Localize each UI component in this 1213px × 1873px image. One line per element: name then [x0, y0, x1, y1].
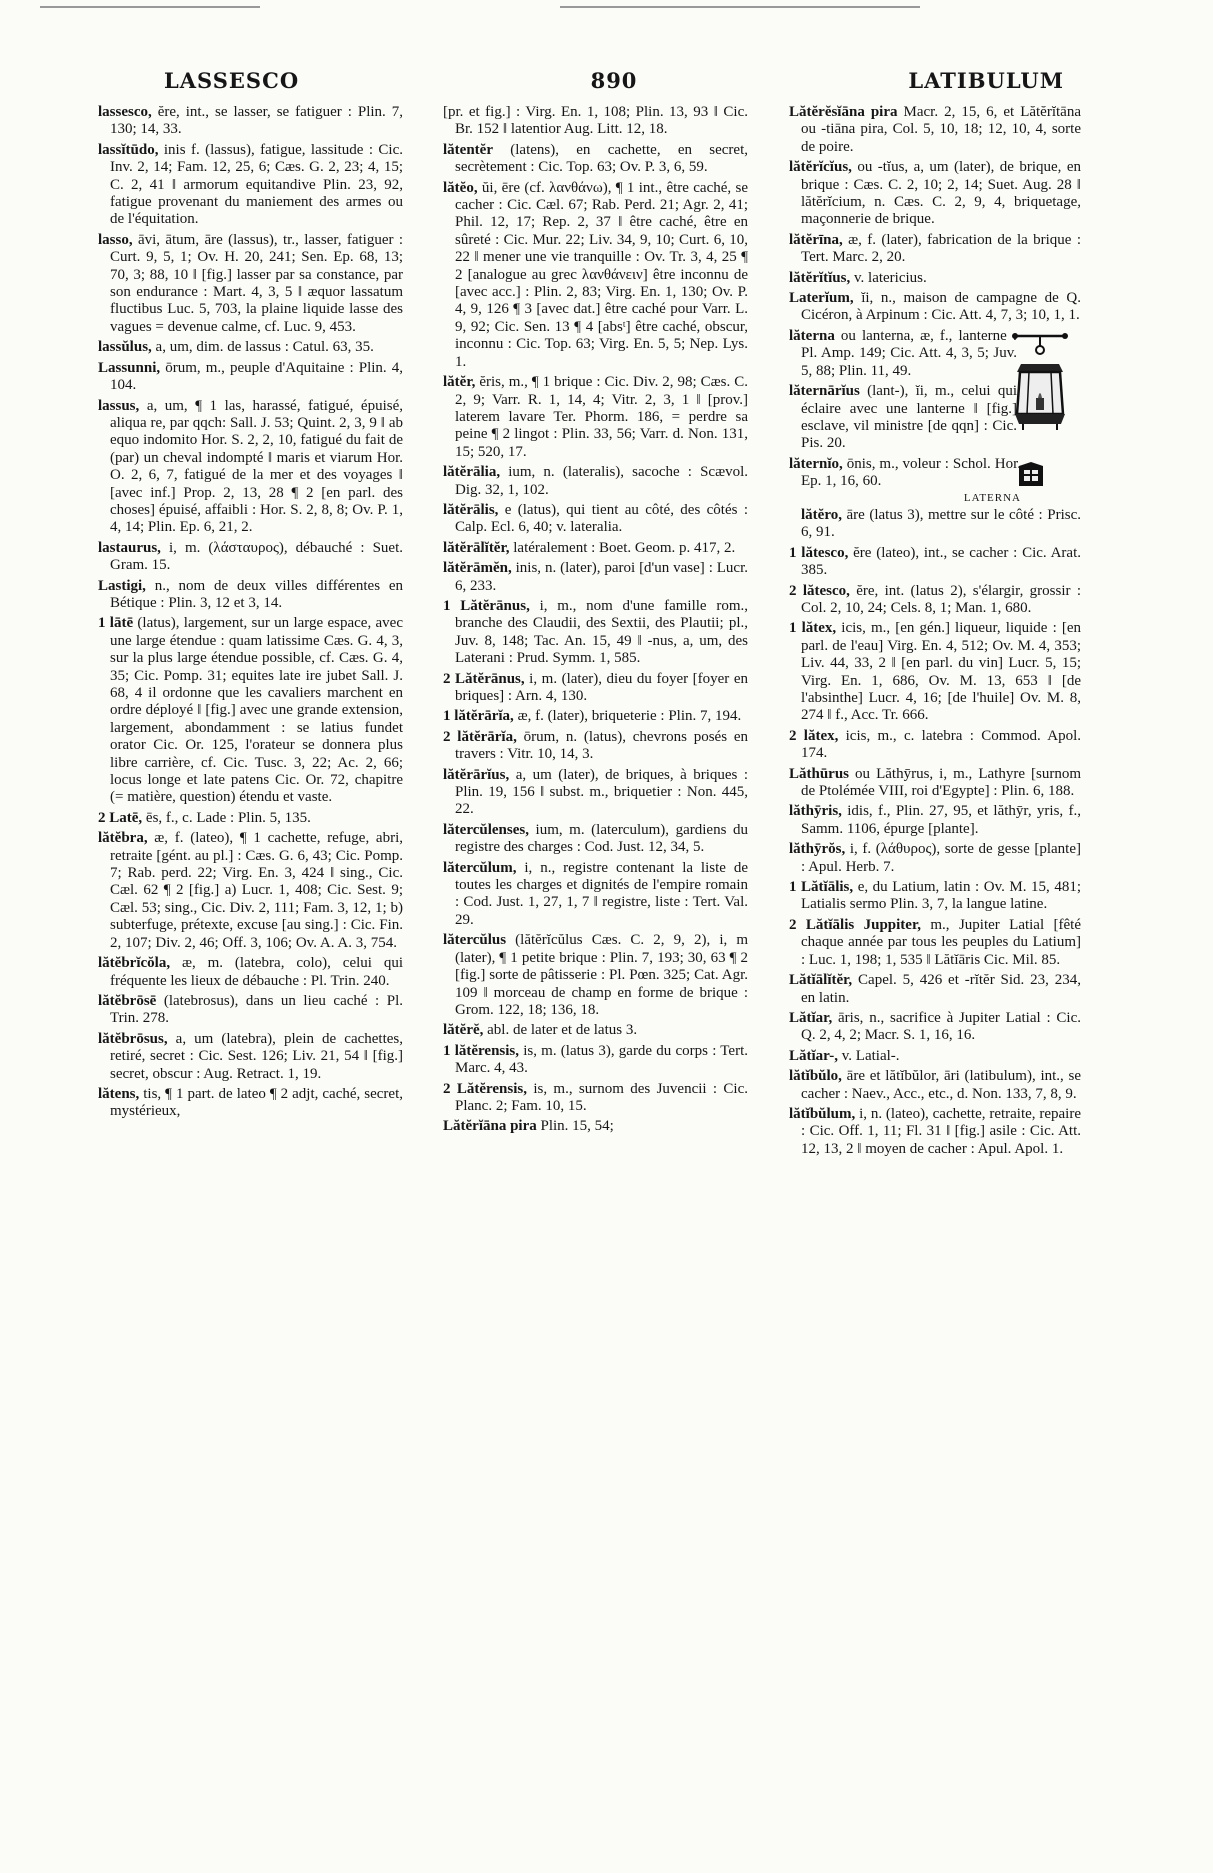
entry-headword: lăthȳrŏs,	[789, 841, 846, 858]
entry-definition: idis, f., Plin. 27, 95, et lăthȳr, yris, f., Samm. 1106, épurge [plante].	[801, 803, 1081, 837]
dictionary-entry	[443, 1022, 748, 1039]
dictionary-entry	[443, 374, 748, 461]
dictionary-entry	[98, 398, 403, 537]
entry-definition: āvi, ātum, āre (lassus), tr., lasser, fatiguer : Curt. 9, 5, 1; Ov. H. 20, 241; Sen. Ep. 68, 13; 70, 3; 88, 10 ‖ [fig.] lasser par sa constance, par son endurance : Mart. 4, 3, 5 ‖ æquor lassatum fluctibus Luc. 5, 703, la plaine liquide lasse des vagues = devenue calme, cf. Luc. 9, 453.	[110, 231, 403, 335]
entry-headword: lastaurus,	[98, 539, 161, 556]
header-left-guideword: LASSESCO	[164, 68, 300, 93]
entry-headword: 1 lătesco,	[789, 544, 849, 561]
entry-headword: lăthȳris,	[789, 803, 842, 820]
dictionary-entry	[443, 1118, 748, 1135]
entry-definition: ou -tĭus, a, um (later), de brique, en brique : Cæs. C. 2, 10; 2, 14; Suet. Aug. 28 ‖ lătĕrĭcium, n. Cæs. C. 2, 9, 4, briquetage, maçonnerie de brique.	[801, 159, 1081, 228]
dictionary-entry	[98, 232, 403, 336]
column-1	[98, 104, 403, 1864]
entry-definition: ĕris, m., ¶ 1 brique : Cic. Div. 2, 98; Cæs. C. 2, 9; Varr. R. 1, 14, 4; Vitr. 2, 3, 1 ‖ [prov.] laterem lavare Ter. Phorm. 186, = perdre sa peine ¶ 2 lingot : Plin. 33, 56; Varr. d. Non. 131, 15; 520, 17.	[455, 374, 748, 460]
dictionary-entry	[443, 822, 748, 857]
dictionary-entry	[98, 578, 403, 613]
dictionary-entry	[98, 830, 403, 952]
entry-definition: (lătĕrĭcŭlus Cæs. C. 2, 9, 2), i, m (later), ¶ 1 petite brique : Plin. 7, 193; 30, 63 ¶ 2 [fig.] sorte de pâtisserie : Pl. Pœn. 325; Cat. Agr. 109 ‖ morceau de champ en forme de brique : Grom. 122, 18; 136, 18.	[455, 932, 748, 1018]
entry-headword: Lătĭālĭtĕr,	[789, 972, 853, 989]
entry-definition: æ, m. (latebra, colo), celui qui fréquente les lieux de débauche : Pl. Trin. 240.	[110, 955, 403, 989]
entry-definition: icis, m., [en gén.] liqueur, liquide : [en parl. de l'eau] Virg. En. 4, 512; Ov. M. 4, 353; Liv. 44, 33, 2 ‖ [en parl. du vin] Lucr. 5, 15; Virg. En. 1, 686, Ov. M. 13, 653 ‖ [de l'absinthe] Lucr. 4, 16; [de l'huile] Ov. M. 8, 274 ‖ f., Acc. Tr. 666.	[801, 620, 1081, 724]
dictionary-entry	[789, 270, 1081, 287]
entry-definition: i, m., nom d'une famille rom., branche des Claudii, des Sextii, des Plautii; pl., Juv. 8, 148; Tac. An. 15, 49 ‖ -nus, a, um, des Laterani : Prud. Symm. 1, 585.	[455, 597, 748, 667]
entry-definition: a, um, dim. de lassus : Catul. 63, 35.	[151, 339, 374, 356]
entry-definition: tis, ¶ 1 part. de lateo ¶ 2 adjt, caché, secret, mystérieux,	[110, 1085, 403, 1120]
entry-definition: abl. de later et de latus 3.	[483, 1022, 638, 1039]
entry-headword: 2 Lătĭālis Juppiter,	[789, 916, 921, 933]
entry-headword: Lătĭar-,	[789, 1047, 839, 1064]
column-3	[789, 104, 1081, 1864]
dictionary-entry	[443, 708, 748, 725]
entry-headword: Lătĕrĭāna pira	[443, 1118, 537, 1135]
entry-definition: (latebrosus), dans un lieu caché : Pl. Trin. 278.	[110, 992, 403, 1027]
entry-definition: v. latericius.	[850, 269, 927, 286]
entry-headword: lăterna	[789, 327, 835, 344]
figure-caption: LATERNA	[963, 491, 1021, 504]
entry-headword: lătĕrālĭtĕr,	[443, 539, 510, 556]
entry-headword: lătĕrālia,	[443, 464, 501, 481]
entry-definition: āre (latus 3), mettre sur le côté : Prisc. 6, 91.	[801, 506, 1081, 541]
entry-definition: ŭi, ēre (cf. λανθάνω), ¶ 1 int., être caché, se cacher : Cic. Cæl. 67; Rab. Perd. 21; Agr. 2, 41; Phil. 12, 17; Rep. 2, 37 ‖ être caché, être en sûreté : Cic. Mur. 22; Liv. 34, 9, 10; Curt. 6, 10, 22 ‖ mener une vie tranquille : Ov. Tr. 3, 4, 25 ¶ 2 [analogue au grec λανθάνειν] être inconnu de [avec acc.] : Plin. 2, 83; Virg. En. 1, 130; Ov. P. 4, 9, 126 ¶ 3 [avec dat.] être caché pour Varr. L. 9, 92; Cic. Sen. 13 ¶ 4 [absᵗ] être caché, obscur, inconnu : Cic. Top. 63; Virg. En. 5, 5; Nep. Lys. 1.	[455, 179, 748, 370]
entry-headword: lătens,	[98, 1085, 140, 1102]
dictionary-entry	[789, 917, 1081, 969]
entry-headword: lăternārĭus	[789, 383, 860, 400]
entry-headword: lătĕro,	[801, 506, 842, 523]
entry-headword: 2 lătĕrārĭa,	[443, 728, 517, 745]
entry-headword: 2 lătesco,	[789, 582, 850, 599]
dictionary-entry	[443, 1043, 748, 1078]
dictionary-entry	[443, 932, 748, 1019]
header-right-guideword: LATIBULUM	[908, 68, 1064, 93]
entry-headword: 1 lătĕrensis,	[443, 1042, 520, 1059]
entry-headword: lătĕo,	[443, 179, 478, 196]
dictionary-entry	[789, 766, 1081, 801]
entry-headword: Laterĭum,	[789, 290, 854, 307]
entry-headword: lătĭbŭlo,	[789, 1068, 842, 1085]
dictionary-entry	[443, 142, 748, 177]
entry-definition: ōrum, m., peuple d'Aquitaine : Plin. 4, 104.	[110, 359, 403, 394]
entry-definition: e (latus), qui tient au côté, des côtés : Calp. Ecl. 6, 40; v. lateralia.	[455, 501, 748, 536]
entry-definition: a, um (later), de briques, à briques : Plin. 19, 156 ‖ subst. m., briquetier : Non. 445, 22.	[455, 766, 748, 818]
entry-headword: lassus,	[98, 397, 140, 414]
dictionary-entry	[98, 955, 403, 990]
dictionary-entry	[789, 583, 1081, 618]
entry-definition: m., Jupiter Latial [fêté chaque année par tous les peuples du Latium] : Luc. 1, 198; 1, 535 ‖ Lătĭāris Cic. Mil. 85.	[801, 916, 1081, 968]
entry-headword: lătĭbŭlum,	[789, 1105, 856, 1122]
entry-headword: lăternĭo,	[789, 455, 843, 472]
column-2	[443, 104, 748, 1864]
entry-headword: lătercŭlus	[443, 932, 507, 949]
entry-headword: lătĕbrōsē	[98, 992, 157, 1009]
entry-definition: i, m. (later), dieu du foyer [foyer en briques] : Arn. 4, 130.	[455, 670, 748, 704]
entry-definition: v. Latial-.	[838, 1047, 900, 1064]
entry-definition: ĕre, int., se lasser, se fatiguer : Plin. 7, 130; 14, 33.	[110, 104, 403, 138]
entry-headword: lassĭtūdo,	[98, 141, 159, 158]
entry-definition: inis, n. (later), paroi [d'un vase] : Lucr. 6, 233.	[455, 560, 748, 594]
dictionary-entry	[789, 803, 1081, 838]
dictionary-entry	[98, 360, 403, 395]
entry-definition: is, m., surnom des Juvencii : Cic. Planc. 2; Fam. 10, 15.	[455, 1080, 748, 1114]
entry-headword: lasso,	[98, 231, 133, 248]
entry-definition: ĕre (lateo), int., se cacher : Cic. Arat. 385.	[801, 544, 1081, 579]
entry-definition: æ, f. (later), briqueterie : Plin. 7, 194.	[513, 708, 742, 725]
dictionary-entry	[98, 1031, 403, 1083]
dictionary-entry	[443, 598, 748, 668]
entry-headword: lătĕbrĭcŏla,	[98, 955, 171, 972]
entry-definition: ōrum, n. (latus), chevrons posés en travers : Vitr. 10, 14, 3.	[455, 728, 748, 763]
dictionary-entry	[443, 1081, 748, 1116]
entry-headword: lătĕr,	[443, 374, 476, 391]
entry-headword: lătentĕr	[443, 141, 493, 158]
dictionary-entry	[789, 159, 1081, 229]
entry-definition: ĭi, n., maison de campagne de Q. Cicéron, à Arpinum : Cic. Att. 4, 7, 3; 10, 1, 1.	[801, 290, 1081, 324]
entry-headword: 1 lătex,	[789, 620, 837, 637]
entry-headword: lătĕrīna,	[789, 231, 843, 248]
entry-headword: lătĕrālis,	[443, 501, 499, 518]
entry-definition: ēs, f., c. Lade : Plin. 5, 135.	[142, 809, 311, 826]
dictionary-entry	[789, 328, 1081, 380]
entry-headword: 1 lătĕrārĭa,	[443, 708, 514, 725]
dictionary-entry	[443, 502, 748, 537]
entry-definition: (lant-), ĭi, m., celui qui éclaire avec une lanterne ‖ [fig.] esclave, vil ministre [de qqn] : Cic. Pis. 20.	[801, 383, 1017, 452]
dictionary-entry	[789, 456, 1081, 491]
entry-definition: i, n. (lateo), cachette, retraite, repaire : Cic. Off. 1, 11; Fl. 31 ‖ [fig.] asile : Cic. Att. 12, 13, 2 ‖ moyen de cacher : Apul. Apol. 1.	[801, 1105, 1081, 1157]
entry-definition: āre et lătĭbŭlor, āri (latibulum), int., se cacher : Naev., Acc., etc., d. Non. 133, 7, 8, 9.	[801, 1068, 1081, 1102]
dictionary-entry	[789, 841, 1081, 876]
dictionary-entry	[789, 972, 1081, 1007]
entry-definition: ĕre, int. (latus 2), s'élargir, grossir : Col. 2, 10, 24; Cels. 8, 1; Man. 1, 680.	[801, 582, 1081, 616]
dictionary-entry	[98, 615, 403, 806]
entry-definition: [pr. et fig.] : Virg. En. 1, 108; Plin. 13, 93 ‖ Cic. Br. 152 ‖ latentior Aug. Litt. 12, 18.	[443, 104, 748, 138]
entry-definition: Capel. 5, 426 et -rĭtĕr Sid. 23, 234, en latin.	[801, 972, 1081, 1006]
entry-definition: ōnis, m., voleur : Schol. Hor. Ep. 1, 16, 60.	[801, 455, 1021, 490]
dictionary-entry	[98, 540, 403, 575]
page-number: 890	[590, 68, 638, 93]
entry-headword: Lătĭar,	[789, 1009, 833, 1026]
entry-headword: Lăthūrus	[789, 765, 850, 782]
dictionary-entry	[98, 810, 403, 827]
entry-headword: 1 Lătĕrānus,	[443, 597, 530, 614]
entry-definition: a, um, ¶ 1 las, harassé, fatigué, épuisé, aliqua re, par qqch: Sall. J. 53; Quint. 2, 3, 9 ‖ ab equo indomito Hor. S. 2, 2, 10, fatigué du fait de (par) un cheval indompté ‖ maris et viarum Hor. O. 2, 6, 7, fatigué de la mer et des voyages ‖ [avec inf.] Prop. 2, 13, 28 ¶ 2 [en parl. des choses] épuisé, affaibli : Hor. S. 2, 8, 8; Ov. P. 1, 4, 14; Plin. Ep. 6, 21, 2.	[110, 397, 403, 536]
entry-headword: lassŭlus,	[98, 339, 152, 356]
entry-headword: lătercŭlenses,	[443, 821, 529, 838]
entry-definition: is, m. (latus 3), garde du corps : Tert. Marc. 4, 43.	[455, 1042, 748, 1077]
entry-definition: n., nom de deux villes différentes en Bétique : Plin. 3, 12 et 3, 14.	[110, 577, 403, 611]
entry-definition: (latus), largement, sur un large espace, avec une large étendue : quam latissime Cæs. G. 4, 3, sur la plus large étendue possible, cf. Cæs. G. 4, 35; Cic. Pomp. 31; equites late ire jubet Sall. J. 68, 4 il ordonne que les cavaliers marchent en ordre déployé ‖ [fig.] avec une grande extension, largement, abondamment : se latius fundet orator Cic. Or. 125, l'orateur se donnera plus libre carrière, cf. Cic. Tusc. 3, 22; Ac. 2, 66; locus longe et late patens Cic. Or. 72, chapitre (= matière, question) étendu et vaste.	[110, 615, 403, 806]
entry-definition: ou lanterna, æ, f., lanterne : Pl. Amp. 149; Cic. Att. 4, 3, 5; Juv. 5, 88; Plin. 11, 49.	[801, 327, 1017, 379]
entry-headword: lătĕbrōsus,	[98, 1030, 168, 1047]
dictionary-entry	[98, 993, 403, 1028]
entry-definition: icis, m., c. latebra : Commod. Apol. 174.	[801, 727, 1081, 762]
dictionary-entry	[789, 728, 1081, 763]
dictionary-entry	[789, 545, 1081, 580]
scan-top-edge	[0, 6, 1213, 9]
entry-definition: Macr. 2, 15, 6, et Lătĕrĭtāna ou -tiāna pira, Col. 5, 10, 18; 12, 10, 4, sorte de poire.	[801, 104, 1081, 155]
entry-definition: āris, n., sacrifice à Jupiter Latial : Cic. Q. 2, 4, 2; Macr. S. 1, 16, 16.	[801, 1009, 1081, 1044]
dictionary-entry	[443, 464, 748, 499]
dictionary-entry	[789, 232, 1081, 267]
dictionary-entry	[443, 560, 748, 595]
dictionary-entry	[789, 620, 1081, 724]
dictionary-entry	[98, 142, 403, 229]
dictionary-entry	[789, 1010, 1081, 1045]
entry-headword: lătĕrārĭus,	[443, 766, 510, 783]
lantern-illustration-icon	[1023, 328, 1081, 432]
dictionary-entry	[443, 540, 748, 557]
entry-definition: Plin. 15, 54;	[536, 1118, 614, 1135]
entry-headword: 2 lătex,	[789, 727, 839, 744]
dictionary-entry	[789, 290, 1081, 325]
entry-definition: a, um (latebra), plein de cachettes, retiré, secret : Cic. Sest. 126; Liv. 21, 54 ‖ [fig.] secret, obscur : Aug. Retract. 1, 19.	[110, 1030, 403, 1082]
entry-headword: lătĕrĕ,	[443, 1022, 484, 1039]
entry-headword: 2 Lătĕrānus,	[443, 670, 525, 687]
lantern-figure-small-icon	[1027, 460, 1059, 490]
entry-headword: lătĕrāmĕn,	[443, 560, 512, 577]
entry-headword: lătĕbra,	[98, 830, 148, 847]
dictionary-entry	[443, 767, 748, 819]
running-header	[164, 68, 1064, 98]
dictionary-entry	[443, 671, 748, 706]
entry-headword: lassesco,	[98, 104, 152, 120]
entry-headword: lătĕrĭcĭus,	[789, 159, 852, 176]
entry-definition: i, n., registre contenant la liste de toutes les charges et dignités de l'empire romain : Cod. Just. 1, 27, 1, 7 ‖ registre, liste : Tert. Val. 29.	[455, 859, 748, 928]
entry-definition: ium, m. (laterculum), gardiens du registre des charges : Cod. Just. 12, 34, 5.	[455, 821, 748, 856]
dictionary-entry	[789, 1068, 1081, 1103]
entry-definition: i, f. (λάθυρος), sorte de gesse [plante] : Apul. Herb. 7.	[801, 841, 1081, 875]
entry-definition: ou Lăthȳrus, i, m., Lathyre [surnom de Ptolémée VIII, roi d'Egypte] : Plin. 6, 188.	[801, 765, 1081, 800]
entry-headword: 1 Lătĭālis,	[789, 879, 854, 896]
dictionary-entry	[98, 104, 403, 139]
dictionary-entry	[789, 1048, 1081, 1065]
entry-headword: lătĕrĭtĭus,	[789, 269, 851, 286]
entry-definition: ium, n. (lateralis), sacoche : Scævol. Dig. 32, 1, 102.	[455, 464, 748, 498]
entry-definition: e, du Latium, latin : Ov. M. 15, 481; Latialis sermo Plin. 3, 7, la langue latine.	[801, 879, 1081, 913]
entry-definition: æ, f. (lateo), ¶ 1 cachette, refuge, abri, retraite [gént. au pl.] : Cæs. G. 6, 43; Cic. Pomp. 7; Rab. perd. 22; Virg. En. 3, 424 ‖ sing., Cic. Cæl. 62 ¶ 2 [fig.] a) Lucr. 1, 408; Cic. Sest. 9; Cæl. 53; sing., Cic. Div. 2, 111; Fam. 3, 12, 1; b) subterfuge, prétexte, excuse [au sing.] : Cic. Fin. 2, 107; Div. 2, 46; Off. 3, 106; Ov. A. A. 3, 754.	[110, 830, 403, 951]
entry-definition: æ, f. (later), fabrication de la brique : Tert. Marc. 2, 20.	[801, 231, 1081, 266]
dictionary-entry	[443, 729, 748, 764]
dictionary-entry	[98, 1086, 403, 1121]
entry-headword: Lastigi,	[98, 577, 146, 594]
entry-headword: Lassunni,	[98, 359, 161, 376]
entry-headword: 2 Latē,	[98, 809, 143, 826]
entry-headword: Lătĕrĕsĭāna pira	[789, 104, 898, 120]
dictionary-entry	[789, 104, 1081, 156]
dictionary-entry	[98, 339, 403, 356]
dictionary-entry	[789, 1106, 1081, 1158]
entry-definition: latéralement : Boet. Geom. p. 417, 2.	[509, 539, 736, 556]
dictionary-entry	[443, 180, 748, 371]
entry-definition: inis f. (lassus), fatigue, lassitude : Cic. Inv. 2, 14; Fam. 12, 25, 6; Cæs. G. 2, 23; 4, 15; C. 2, 41 ‖ armorum equitandive Plin. 23, 92, fatigue provenant du maniement des armes ou de l'équitation.	[110, 141, 403, 228]
dictionary-entry	[789, 879, 1081, 914]
dictionary-entry	[443, 860, 748, 930]
entry-headword: 2 Lătĕrensis,	[443, 1080, 527, 1097]
entry-definition: (latens), en cachette, en secret, secrètement : Cic. Top. 63; Ov. P. 3, 6, 59.	[455, 141, 748, 176]
entry-headword: lătercŭlum,	[443, 859, 517, 876]
dictionary-entry	[443, 104, 748, 139]
dictionary-entry	[789, 490, 1081, 542]
entry-headword: 1 lātē	[98, 615, 134, 632]
entry-definition: i, m. (λάσταυρος), débauché : Suet. Gram. 15.	[110, 539, 403, 574]
